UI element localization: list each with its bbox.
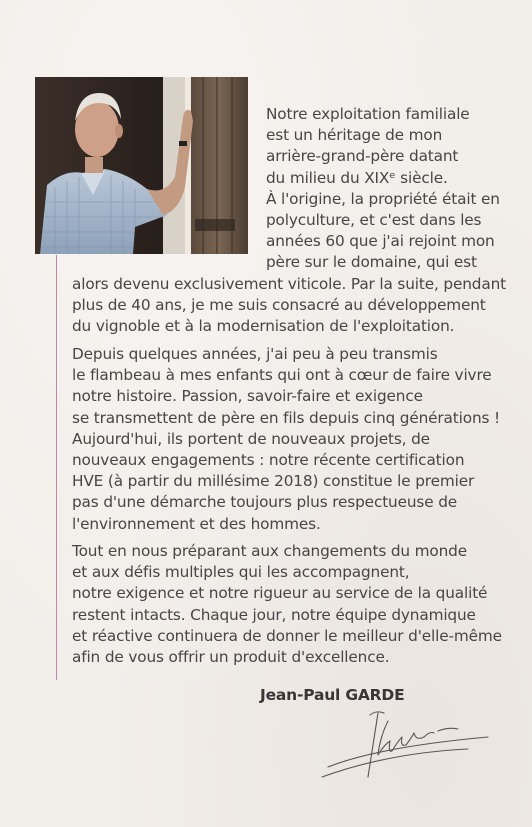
text-line: se transmettent de père en fils depuis cinq générations !: [72, 408, 501, 427]
accent-vertical-rule: [56, 255, 57, 680]
text-line: Depuis quelques années, j'ai peu à peu transmis: [72, 345, 438, 363]
text-line: Tout en nous préparant aux changements du monde: [72, 542, 467, 560]
text-line: notre exigence et notre rigueur au service de la qualité: [72, 584, 488, 603]
text-line: et aux défis multiples qui les accompagnent,: [72, 563, 410, 582]
text-line: l'environnement et des hommes.: [72, 514, 321, 533]
text-line: afin de vous offrir un produit d'excellence.: [72, 648, 390, 667]
text-line: alors devenu exclusivement viticole. Par la suite, pendant: [72, 275, 506, 293]
intro-continuation: [72, 274, 528, 338]
text-line: est un héritage de mon: [266, 126, 443, 145]
text-line: nouveaux engagements : notre récente certification: [72, 451, 465, 470]
text-line: restent intacts. Chaque jour, notre équipe dynamique: [72, 605, 476, 624]
text-line: du vignoble et à la modernisation de l'exploitation.: [72, 317, 455, 336]
text-line: polyculture, et c'est dans les: [266, 211, 482, 230]
text-line: pas d'une démarche toujours plus respectueuse de: [72, 493, 458, 512]
signatory-name: Jean-Paul GARDE: [260, 686, 405, 704]
intro-text: [266, 104, 526, 274]
text-line: le flambeau à mes enfants qui ont à cœur de faire vivre: [72, 366, 492, 385]
handwritten-signature: [318, 707, 498, 787]
text-line: HVE (à partir du millésime 2018) constitue le premier: [72, 472, 475, 491]
text-line: et réactive continuera de donner le meilleur d'elle-même: [72, 626, 502, 645]
text-line: père sur le domaine, qui est: [266, 253, 477, 272]
text-line: Aujourd'hui, ils portent de nouveaux projets, de: [72, 429, 430, 448]
text-line: arrière-grand-père datant: [266, 147, 459, 166]
text-line: À l'origine, la propriété était en: [266, 189, 500, 208]
text-line: notre histoire. Passion, savoir-faire et exigence: [72, 387, 423, 406]
text-line: du milieu du XIXᵉ siècle.: [266, 168, 448, 187]
text-line: années 60 que j'ai rejoint mon: [266, 232, 495, 251]
portrait-photo: [35, 77, 248, 254]
paragraph-transmission: [72, 344, 528, 535]
text-line: Notre exploitation familiale: [266, 105, 470, 123]
paragraph-future: [72, 541, 528, 668]
text-line: plus de 40 ans, je me suis consacré au développement: [72, 296, 486, 315]
